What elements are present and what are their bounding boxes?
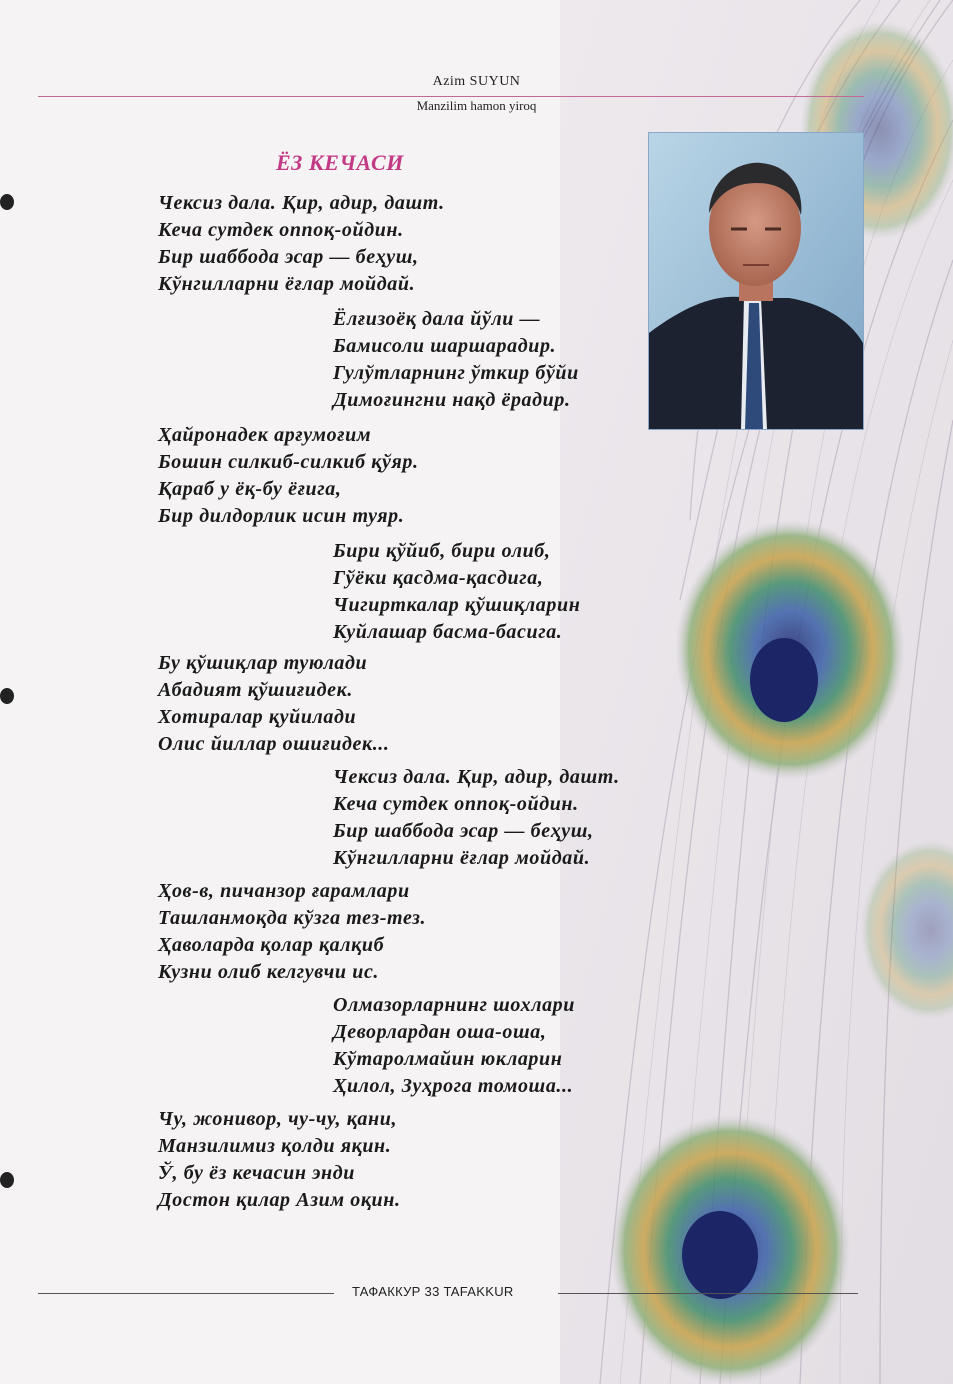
poem-line: Ҳилол, Зуҳрога томоша... bbox=[333, 1075, 574, 1097]
poem-line: Ташланмоқда кўзга тез-тез. bbox=[158, 907, 427, 929]
poem-line: Кўнгилларни ёғлар мойдай. bbox=[333, 847, 591, 869]
poem-line: Бир шаббода эсар — беҳуш, bbox=[333, 820, 594, 842]
poem-title: ЁЗ КЕЧАСИ bbox=[276, 150, 404, 175]
poem-line: Бу қўшиқлар туюлади bbox=[158, 652, 368, 674]
poem-line: Чексиз дала. Қир, адир, дашт. bbox=[158, 192, 445, 214]
binder-hole bbox=[0, 688, 14, 704]
poem-line: Бошин силкиб-силкиб қўяр. bbox=[158, 451, 419, 473]
poem-line: Кузни олиб келгувчи ис. bbox=[158, 961, 380, 983]
poem-line: Бири қўйиб, бири олиб, bbox=[333, 540, 551, 562]
book-subtitle: Manzilim hamon yiroq bbox=[416, 98, 537, 113]
poem-line: Достон қилар Азим оқин. bbox=[158, 1189, 401, 1211]
footer-rule-left bbox=[38, 1293, 334, 1294]
author-portrait bbox=[648, 132, 864, 430]
poem-line: Чексиз дала. Қир, адир, дашт. bbox=[333, 766, 620, 788]
poem-line: Қараб у ёқ-бу ёғига, bbox=[158, 478, 342, 500]
poem-line: Кўнгилларни ёғлар мойдай. bbox=[158, 273, 416, 295]
poem-line: Ў, бу ёз кечасин энди bbox=[158, 1162, 355, 1184]
poem-line: Кеча сутдек оппоқ-ойдин. bbox=[333, 793, 579, 815]
poem-line: Бир дилдорлик исин туяр. bbox=[158, 505, 405, 527]
poem-line: Чигирткалар қўшиқларин bbox=[333, 594, 581, 616]
poem-line: Олис йиллар ошиғидек... bbox=[158, 733, 390, 755]
poem-line: Бир шаббода эсар — беҳуш, bbox=[158, 246, 419, 268]
poem-line: Хотиралар қуйилади bbox=[158, 706, 357, 728]
poem-line: Ҳов-в, пичанзор ғарамлари bbox=[158, 880, 410, 902]
poem-line: Абадият қўшиғидек. bbox=[158, 679, 353, 701]
binder-hole bbox=[0, 194, 14, 210]
poem-line: Кеча сутдек оппоқ-ойдин. bbox=[158, 219, 404, 241]
poem-line: Гулўтларнинг ўткир бўйи bbox=[333, 362, 579, 384]
poem-line: Кўтаролмайин юкларин bbox=[333, 1048, 563, 1070]
poem-line: Деворлардан оша-оша, bbox=[333, 1021, 547, 1043]
footer-rule-right bbox=[558, 1293, 858, 1294]
poem-line: Бамисоли шаршарадир. bbox=[333, 335, 557, 357]
footer-page-label: ТАФАККУР 33 TAFAKKUR bbox=[352, 1284, 514, 1299]
binder-hole bbox=[0, 1172, 14, 1188]
poem-line: Гўёки қасдма-қасдига, bbox=[333, 567, 544, 589]
poem-line: Куйлашар басма-басига. bbox=[333, 621, 563, 643]
poem-line: Димоғингни нақд ёрадир. bbox=[333, 389, 571, 411]
poem-line: Ҳаволарда қолар қалқиб bbox=[158, 934, 385, 956]
poem-line: Ёлғизоёқ дала йўли — bbox=[333, 308, 541, 330]
poem-line: Ҳайронадек арғумоғим bbox=[158, 424, 372, 446]
author-name: Azim SUYUN bbox=[432, 74, 521, 89]
poem-line: Чу, жонивор, чу-чу, қани, bbox=[158, 1108, 398, 1130]
poem-line: Олмазорларнинг шохлари bbox=[333, 994, 576, 1016]
poem-line: Манзилимиз қолди яқин. bbox=[158, 1135, 392, 1157]
header-divider bbox=[38, 96, 864, 97]
